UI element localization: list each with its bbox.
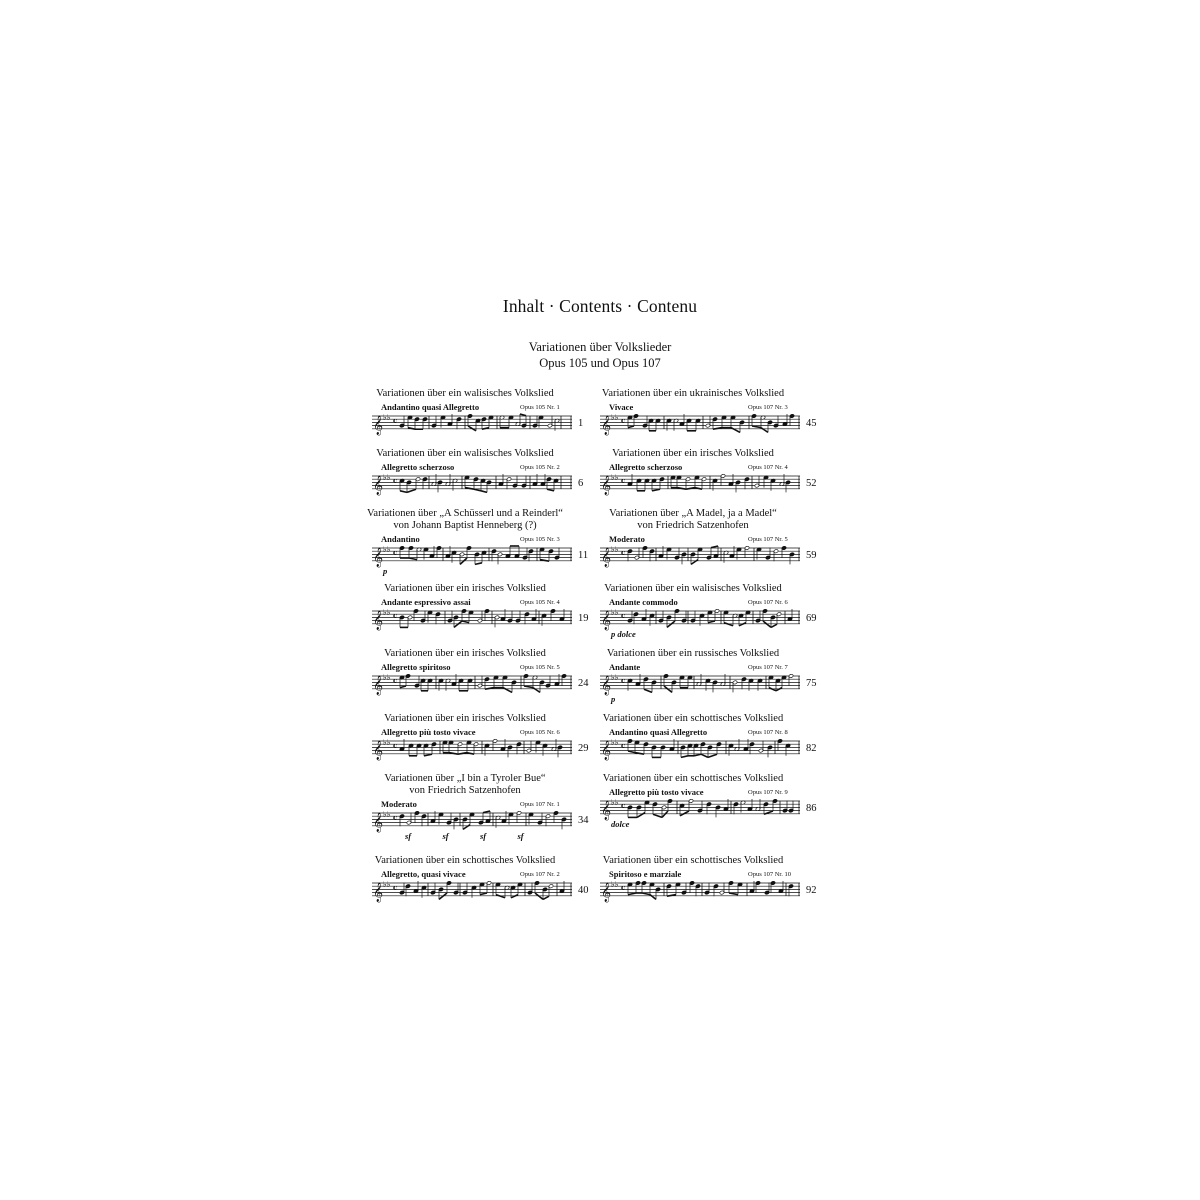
dynamic-marking: sf bbox=[442, 831, 449, 841]
music-incipit-staff bbox=[600, 468, 800, 500]
opus-number: Opus 105 Nr. 1 bbox=[520, 404, 560, 411]
treble-clef-icon: 𝄞 bbox=[373, 740, 384, 761]
dynamic-marking: sf bbox=[480, 831, 487, 841]
music-incipit bbox=[600, 875, 800, 912]
entry-title bbox=[365, 773, 565, 797]
page-number: 11 bbox=[578, 550, 589, 561]
entry-title-line: Variationen über ein schottisches Volkslied bbox=[602, 855, 784, 866]
music-incipit-staff bbox=[372, 408, 572, 440]
time-signature-icon: c bbox=[393, 883, 398, 892]
music-incipit bbox=[372, 603, 572, 640]
subtitle-line: Variationen über Volkslieder bbox=[528, 340, 672, 354]
tempo-marking: Allegretto, quasi vivace bbox=[381, 869, 466, 879]
music-incipit bbox=[600, 793, 800, 830]
time-signature-icon: c bbox=[621, 416, 626, 425]
entry-title bbox=[593, 773, 793, 785]
entry-title bbox=[593, 583, 793, 595]
entry-title-line: Variationen über ein irisches Volkslied bbox=[612, 448, 774, 459]
treble-clef-icon: 𝄞 bbox=[373, 812, 384, 833]
entry-title bbox=[593, 648, 793, 660]
treble-clef-icon: 𝄞 bbox=[373, 610, 384, 631]
music-incipit bbox=[372, 733, 572, 770]
page-number: 92 bbox=[806, 885, 817, 896]
key-signature-icon: ♭♭ bbox=[611, 608, 619, 617]
music-incipit-staff bbox=[600, 408, 800, 440]
music-incipit bbox=[372, 540, 572, 577]
key-signature-icon: ♭♭ bbox=[611, 798, 619, 807]
music-incipit-staff bbox=[372, 733, 572, 765]
page-number: 45 bbox=[806, 418, 817, 429]
music-incipit-staff bbox=[372, 875, 572, 907]
entry-title bbox=[593, 448, 793, 460]
time-signature-icon: c bbox=[621, 741, 626, 750]
treble-clef-icon: 𝄞 bbox=[373, 475, 384, 496]
music-incipit bbox=[600, 733, 800, 770]
collection-subtitle bbox=[360, 339, 840, 371]
time-signature-icon: c bbox=[393, 548, 398, 557]
entry-title bbox=[365, 713, 565, 725]
time-signature-icon: c bbox=[393, 416, 398, 425]
treble-clef-icon: 𝄞 bbox=[601, 610, 612, 631]
page-number: 1 bbox=[578, 418, 584, 429]
key-signature-icon: ♭♭ bbox=[383, 673, 391, 682]
music-incipit-staff bbox=[600, 540, 800, 572]
entry-title bbox=[593, 713, 793, 725]
time-signature-icon: c bbox=[393, 813, 398, 822]
page-number: 40 bbox=[578, 885, 589, 896]
opus-number: Opus 107 Nr. 3 bbox=[748, 404, 788, 411]
treble-clef-icon: 𝄞 bbox=[373, 882, 384, 903]
entry-title bbox=[365, 388, 565, 400]
tempo-marking: Andantino quasi Allegretto bbox=[381, 402, 480, 412]
entry-title-line: Variationen über „A Schüsserl und a Reinderl“ bbox=[367, 508, 563, 519]
entry-title bbox=[365, 583, 565, 595]
entry-title-line: Variationen über ein walisisches Volkslied bbox=[376, 388, 554, 399]
entry-title-line: Variationen über „A Madel, ja a Madel“ bbox=[609, 508, 777, 519]
opus-number: Opus 107 Nr. 5 bbox=[748, 536, 788, 543]
tempo-marking: Moderato bbox=[609, 534, 645, 544]
opus-number: Opus 107 Nr. 10 bbox=[748, 871, 791, 878]
entry-title bbox=[365, 448, 565, 460]
entry-title-line: von Friedrich Satzenhofen bbox=[637, 520, 749, 531]
opus-number: Opus 105 Nr. 5 bbox=[520, 664, 560, 671]
opus-number: Opus 105 Nr. 3 bbox=[520, 536, 560, 543]
key-signature-icon: ♭♭ bbox=[611, 880, 619, 889]
key-signature-icon: ♭♭ bbox=[383, 545, 391, 554]
opus-number: Opus 107 Nr. 6 bbox=[748, 599, 788, 606]
time-signature-icon: c bbox=[393, 476, 398, 485]
key-signature-icon: ♭♭ bbox=[611, 738, 619, 747]
music-incipit-staff bbox=[600, 875, 800, 907]
tempo-marking: Andante espressivo assai bbox=[381, 597, 471, 607]
time-signature-icon: c bbox=[621, 676, 626, 685]
entry-title-line: Variationen über ein ukrainisches Volkslied bbox=[601, 388, 785, 399]
music-incipit-staff bbox=[372, 603, 572, 635]
key-signature-icon: ♭♭ bbox=[611, 673, 619, 682]
tempo-marking: Vivace bbox=[609, 402, 634, 412]
music-incipit bbox=[600, 408, 800, 445]
tempo-marking: Andante bbox=[609, 662, 641, 672]
page-number: 82 bbox=[806, 743, 817, 754]
page-number: 24 bbox=[578, 678, 589, 689]
entry-title-line: Variationen über ein walisisches Volkslied bbox=[376, 448, 554, 459]
key-signature-icon: ♭♭ bbox=[383, 738, 391, 747]
treble-clef-icon: 𝄞 bbox=[601, 475, 612, 496]
time-signature-icon: c bbox=[621, 611, 626, 620]
music-incipit-staff bbox=[600, 668, 800, 700]
entry-title-line: Variationen über ein schottisches Volkslied bbox=[374, 855, 556, 866]
time-signature-icon: c bbox=[393, 676, 398, 685]
dynamic-marking: p bbox=[611, 694, 616, 704]
music-incipit-staff bbox=[600, 733, 800, 765]
entry-title-line: von Friedrich Satzenhofen bbox=[409, 785, 521, 796]
entry-title-line: Variationen über ein irisches Volkslied bbox=[384, 583, 546, 594]
time-signature-icon: c bbox=[393, 741, 398, 750]
opus-number: Opus 105 Nr. 4 bbox=[520, 599, 560, 606]
tempo-marking: Allegretto scherzoso bbox=[609, 462, 683, 472]
opus-number: Opus 107 Nr. 2 bbox=[520, 871, 560, 878]
entry-title bbox=[365, 855, 565, 867]
entry-title-line: Variationen über ein schottisches Volkslied bbox=[602, 773, 784, 784]
entry-title bbox=[365, 648, 565, 660]
tempo-marking: Allegretto più tosto vivace bbox=[381, 727, 476, 737]
page-number: 52 bbox=[806, 478, 817, 489]
music-incipit bbox=[372, 875, 572, 912]
time-signature-icon: c bbox=[621, 883, 626, 892]
opus-number: Opus 105 Nr. 2 bbox=[520, 464, 560, 471]
tempo-marking: Moderato bbox=[381, 799, 417, 809]
treble-clef-icon: 𝄞 bbox=[373, 415, 384, 436]
tempo-marking: Allegretto spiritoso bbox=[381, 662, 451, 672]
opus-number: Opus 105 Nr. 6 bbox=[520, 729, 560, 736]
page-number: 19 bbox=[578, 613, 589, 624]
entry-title-line: Variationen über ein walisisches Volkslied bbox=[604, 583, 782, 594]
opus-number: Opus 107 Nr. 4 bbox=[748, 464, 788, 471]
page-number: 29 bbox=[578, 743, 589, 754]
tempo-marking: Spiritoso e marziale bbox=[609, 869, 682, 879]
time-signature-icon: c bbox=[621, 548, 626, 557]
treble-clef-icon: 𝄞 bbox=[373, 675, 384, 696]
treble-clef-icon: 𝄞 bbox=[601, 882, 612, 903]
treble-clef-icon: 𝄞 bbox=[601, 800, 612, 821]
tempo-marking: Andantino quasi Allegretto bbox=[609, 727, 708, 737]
page-number: 6 bbox=[578, 478, 584, 489]
dynamic-marking: sf bbox=[405, 831, 412, 841]
music-incipit bbox=[372, 805, 572, 842]
treble-clef-icon: 𝄞 bbox=[373, 547, 384, 568]
treble-clef-icon: 𝄞 bbox=[601, 675, 612, 696]
key-signature-icon: ♭♭ bbox=[383, 473, 391, 482]
opus-number: Opus 107 Nr. 9 bbox=[748, 789, 788, 796]
music-incipit bbox=[600, 668, 800, 705]
entry-title-line: Variationen über ein irisches Volkslied bbox=[384, 713, 546, 724]
key-signature-icon: ♭♭ bbox=[611, 413, 619, 422]
entry-title-line: Variationen über ein irisches Volkslied bbox=[384, 648, 546, 659]
dynamic-marking: p bbox=[383, 566, 388, 576]
key-signature-icon: ♭♭ bbox=[383, 608, 391, 617]
music-incipit-staff bbox=[372, 668, 572, 700]
entry-title bbox=[593, 388, 793, 400]
music-incipit bbox=[372, 668, 572, 705]
page-number: 59 bbox=[806, 550, 817, 561]
key-signature-icon: ♭♭ bbox=[611, 473, 619, 482]
key-signature-icon: ♭♭ bbox=[383, 810, 391, 819]
music-incipit-staff bbox=[372, 805, 572, 837]
treble-clef-icon: 𝄞 bbox=[601, 547, 612, 568]
treble-clef-icon: 𝄞 bbox=[601, 415, 612, 436]
page-number: 75 bbox=[806, 678, 817, 689]
dynamic-marking: dolce bbox=[611, 819, 630, 829]
tempo-marking: Allegretto più tosto vivace bbox=[609, 787, 704, 797]
music-incipit bbox=[600, 540, 800, 577]
page-number: 86 bbox=[806, 803, 817, 814]
music-incipit-staff bbox=[372, 540, 572, 572]
opus-number: Opus 107 Nr. 1 bbox=[520, 801, 560, 808]
music-incipit bbox=[600, 468, 800, 505]
time-signature-icon: c bbox=[621, 801, 626, 810]
entry-title-line: Variationen über „I bin a Tyroler Bue“ bbox=[384, 773, 546, 784]
tempo-marking: Allegretto scherzoso bbox=[381, 462, 455, 472]
entry-title-line: Variationen über ein russisches Volkslied bbox=[606, 648, 780, 659]
key-signature-icon: ♭♭ bbox=[611, 545, 619, 554]
treble-clef-icon: 𝄞 bbox=[601, 740, 612, 761]
music-incipit-staff bbox=[600, 793, 800, 825]
subtitle-line: Opus 105 und Opus 107 bbox=[539, 356, 661, 370]
tempo-marking: Andante commodo bbox=[609, 597, 678, 607]
music-incipit-staff bbox=[372, 468, 572, 500]
entry-title bbox=[593, 508, 793, 532]
time-signature-icon: c bbox=[393, 611, 398, 620]
page-title: Inhalt · Contents · Contenu bbox=[502, 296, 698, 316]
entry-title bbox=[365, 508, 565, 532]
music-incipit bbox=[372, 408, 572, 445]
opus-number: Opus 107 Nr. 8 bbox=[748, 729, 788, 736]
page-number: 34 bbox=[578, 815, 589, 826]
dynamic-marking: sf bbox=[517, 831, 524, 841]
music-incipit bbox=[372, 468, 572, 505]
entry-title-line: Variationen über ein schottisches Volkslied bbox=[602, 713, 784, 724]
time-signature-icon: c bbox=[621, 476, 626, 485]
opus-number: Opus 107 Nr. 7 bbox=[748, 664, 788, 671]
dynamic-marking: p dolce bbox=[611, 629, 636, 639]
key-signature-icon: ♭♭ bbox=[383, 413, 391, 422]
entry-title bbox=[593, 855, 793, 867]
page-number: 69 bbox=[806, 613, 817, 624]
entry-title-line: von Johann Baptist Henneberg (?) bbox=[393, 520, 537, 531]
tempo-marking: Andantino bbox=[381, 534, 420, 544]
key-signature-icon: ♭♭ bbox=[383, 880, 391, 889]
